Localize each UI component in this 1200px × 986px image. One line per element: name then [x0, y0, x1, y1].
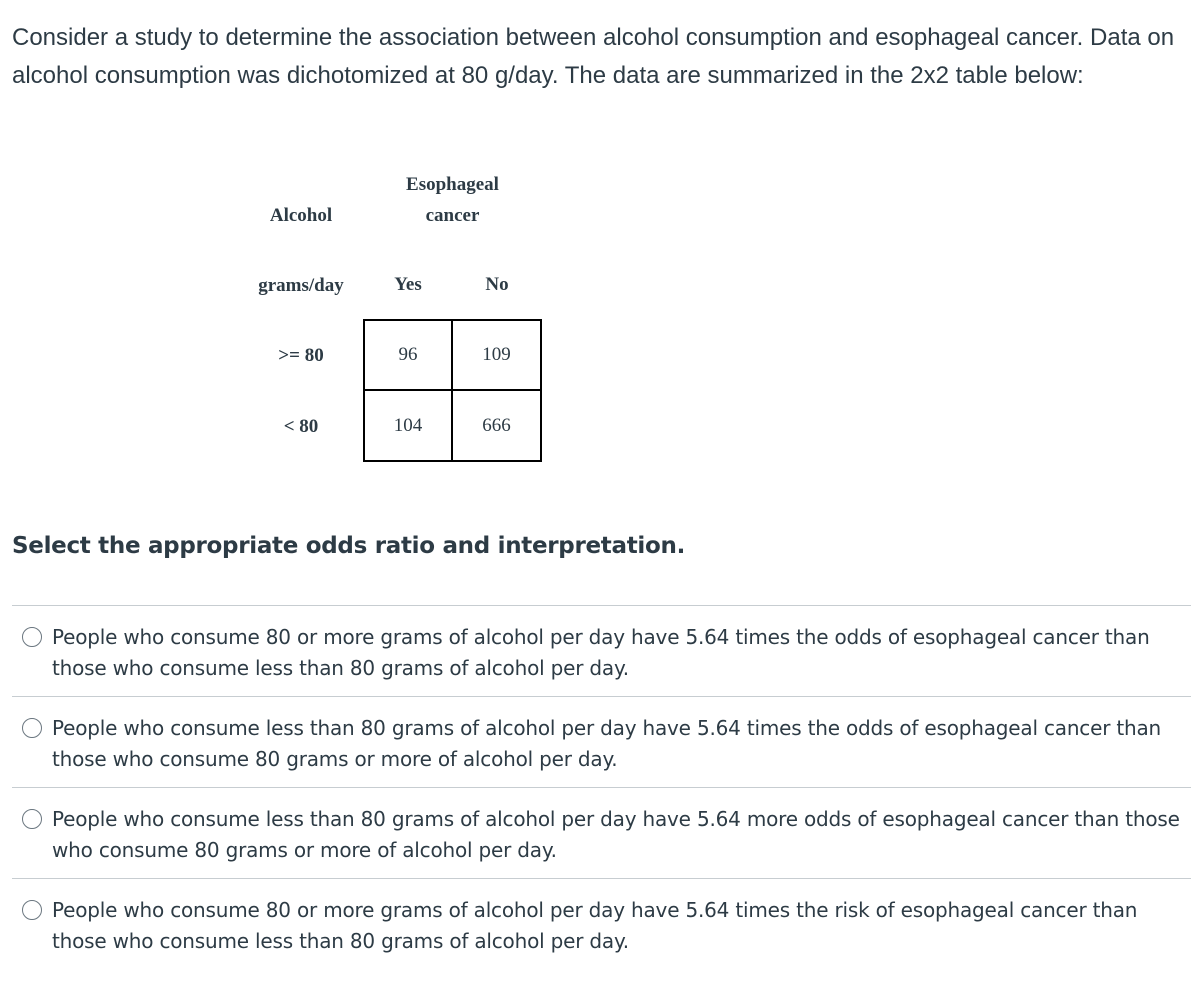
answer-list	[12, 605, 1191, 969]
question-prompt: Select the appropriate odds ratio and interpretation.	[12, 533, 686, 559]
exposure-header: Alcohol	[269, 205, 333, 226]
answer-option[interactable]	[12, 787, 1191, 878]
answer-label[interactable]: People who consume less than 80 grams of alcohol per day have 5.64 times the odds of esophageal cancer than those who consume 80 grams or more of alcohol per day.	[52, 716, 1162, 771]
exposure-units: grams/day	[258, 275, 344, 296]
question-intro: Consider a study to determine the association between alcohol consumption and esophageal cancer. Data on alcohol consumption was dichotomized at 80 g/day. The data are summarized in the 2x2 table below:	[12, 24, 1175, 89]
answer-option[interactable]	[12, 605, 1191, 696]
column-header-no: No	[485, 274, 509, 295]
outcome-header-line2: cancer	[425, 205, 480, 226]
row-label-low: < 80	[283, 416, 319, 437]
outcome-header-line1: Esophageal	[406, 174, 499, 195]
cell-low-no: 666	[482, 414, 511, 436]
answer-label[interactable]: People who consume less than 80 grams of alcohol per day have 5.64 more odds of esophageal cancer than those who consume 80 grams or more of alcohol per day.	[52, 807, 1180, 862]
column-header-yes: Yes	[394, 274, 422, 295]
radio-button[interactable]	[22, 718, 42, 738]
table-grid	[363, 319, 542, 462]
cell-high-yes: 96	[365, 321, 453, 391]
answer-option[interactable]	[12, 878, 1191, 969]
radio-button[interactable]	[22, 809, 42, 829]
answer-label[interactable]: People who consume 80 or more grams of alcohol per day have 5.64 times the risk of esophageal cancer than those who consume less than 80 grams of alcohol per day.	[52, 898, 1138, 953]
radio-button[interactable]	[22, 627, 42, 647]
cell-low-yes: 104	[365, 391, 453, 460]
row-label-high: >= 80	[278, 345, 324, 366]
answer-label[interactable]: People who consume 80 or more grams of alcohol per day have 5.64 times the odds of esophageal cancer than those who consume less than 80 grams of alcohol per day.	[52, 625, 1150, 680]
cell-high-no: 109	[453, 321, 540, 391]
radio-button[interactable]	[22, 900, 42, 920]
answer-option[interactable]	[12, 696, 1191, 787]
